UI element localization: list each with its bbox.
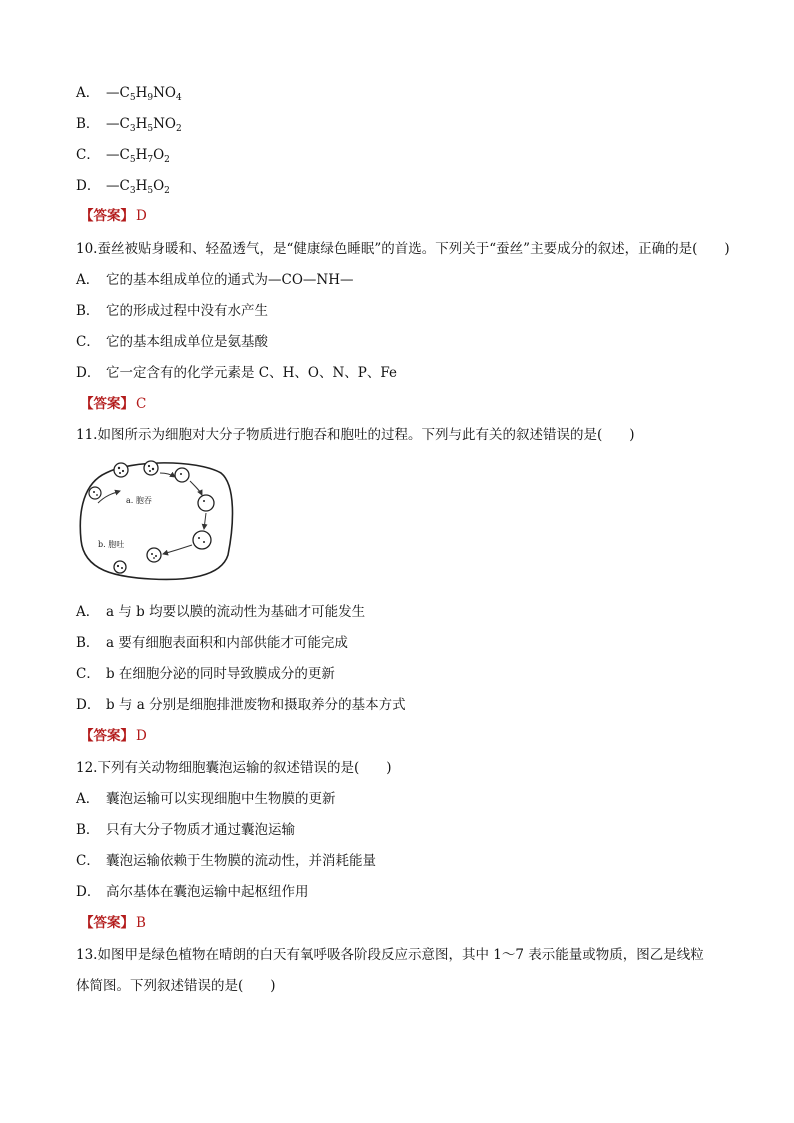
q10-option-a — [76, 271, 353, 289]
option-label: D． — [76, 884, 101, 900]
q12-option-d — [76, 883, 309, 901]
option-text: 它一定含有的化学元素是 C、H、O、N、P、Fe — [106, 365, 397, 381]
option-label: B． — [76, 822, 100, 838]
option-text: b 与 a 分别是细胞排泄废物和摄取养分的基本方式 — [106, 697, 406, 713]
q9-option-c — [76, 146, 170, 164]
q9-answer — [80, 207, 147, 225]
answer-value: B — [136, 915, 146, 931]
q10-option-b — [76, 302, 268, 320]
q11-option-d — [76, 696, 406, 714]
q11-option-a — [76, 603, 365, 621]
option-label: C． — [76, 853, 100, 869]
vesicle — [89, 487, 101, 499]
option-label: A． — [76, 791, 100, 807]
option-text: a 要有细胞表面积和内部供能才可能完成 — [106, 635, 348, 651]
q11-option-c — [76, 665, 335, 683]
vesicle — [147, 548, 161, 562]
vesicle — [175, 468, 189, 482]
label-exocytosis: b. 胞吐 — [98, 540, 125, 549]
option-text: b 在细胞分泌的同时导致膜成分的更新 — [106, 666, 335, 682]
option-label: B． — [76, 116, 100, 132]
option-label: D． — [76, 178, 101, 194]
vesicle — [198, 495, 214, 511]
q13-stem-line1: 13.如图甲是绿色植物在晴朗的白天有氧呼吸各阶段反应示意图，其中 1～7 表示能量或物质，图乙是线粒 — [76, 947, 704, 963]
endocytosis-exocytosis-diagram — [76, 455, 236, 585]
option-text: 它的形成过程中没有水产生 — [106, 303, 268, 319]
q12-option-b — [76, 821, 295, 839]
q11-answer — [80, 727, 147, 745]
option-text: 囊泡运输可以实现细胞中生物膜的更新 — [106, 791, 336, 807]
option-text: 囊泡运输依赖于生物膜的流动性，并消耗能量 — [106, 853, 376, 869]
q10-option-d — [76, 364, 397, 382]
answer-value: D — [136, 728, 147, 744]
option-text: $—C_5H_7O_2$ — [106, 147, 170, 165]
option-label: A． — [76, 85, 100, 101]
q9-option-b — [76, 115, 182, 133]
option-label: C． — [76, 666, 100, 682]
option-text: $—C_5H_9NO_4$ — [106, 85, 182, 103]
vesicle — [144, 461, 158, 475]
option-text: $—C_3H_5O_2$ — [106, 178, 170, 196]
q10-option-c — [76, 333, 268, 351]
vesicle — [193, 531, 211, 549]
q12-option-a — [76, 790, 336, 808]
option-text: 它的基本组成单位的通式为—CO—NH— — [106, 272, 354, 288]
answer-value: D — [136, 208, 147, 224]
option-label: B． — [76, 635, 100, 651]
answer-tag: 【答案】 — [80, 915, 134, 931]
q9-option-a — [76, 84, 182, 102]
option-label: A． — [76, 604, 100, 620]
label-endocytosis: a. 胞吞 — [126, 496, 152, 505]
option-label: A． — [76, 272, 100, 288]
q12-option-c — [76, 852, 376, 870]
q10-answer — [80, 395, 146, 413]
answer-tag: 【答案】 — [80, 208, 134, 224]
option-label: C． — [76, 147, 100, 163]
option-label: D． — [76, 365, 101, 381]
answer-tag: 【答案】 — [80, 728, 134, 744]
answer-value: C — [136, 396, 147, 412]
q12-stem: 12.下列有关动物细胞囊泡运输的叙述错误的是( ) — [76, 760, 392, 776]
answer-tag: 【答案】 — [80, 396, 134, 412]
option-text: $—C_3H_5NO_2$ — [106, 116, 182, 134]
option-text: 它的基本组成单位是氨基酸 — [106, 334, 268, 350]
option-text: 只有大分子物质才通过囊泡运输 — [106, 822, 295, 838]
option-text: a 与 b 均要以膜的流动性为基础才可能发生 — [106, 604, 366, 620]
option-text: 高尔基体在囊泡运输中起枢纽作用 — [106, 884, 309, 900]
vesicle — [114, 463, 128, 477]
q12-answer — [80, 914, 146, 932]
option-label: C． — [76, 334, 100, 350]
q11-option-b — [76, 634, 348, 652]
vesicle — [114, 561, 126, 573]
q11-stem: 11.如图所示为细胞对大分子物质进行胞吞和胞吐的过程。下列与此有关的叙述错误的是( ) — [76, 427, 635, 443]
option-label: B． — [76, 303, 100, 319]
q9-option-d — [76, 177, 170, 195]
option-label: D． — [76, 697, 101, 713]
q13-stem-line2: 体简图。下列叙述错误的是( ) — [76, 978, 276, 994]
q10-stem: 10.蚕丝被贴身暖和、轻盈透气，是“健康绿色睡眠”的首选。下列关于“蚕丝”主要成分的叙述，正确的是( ) — [76, 241, 730, 257]
